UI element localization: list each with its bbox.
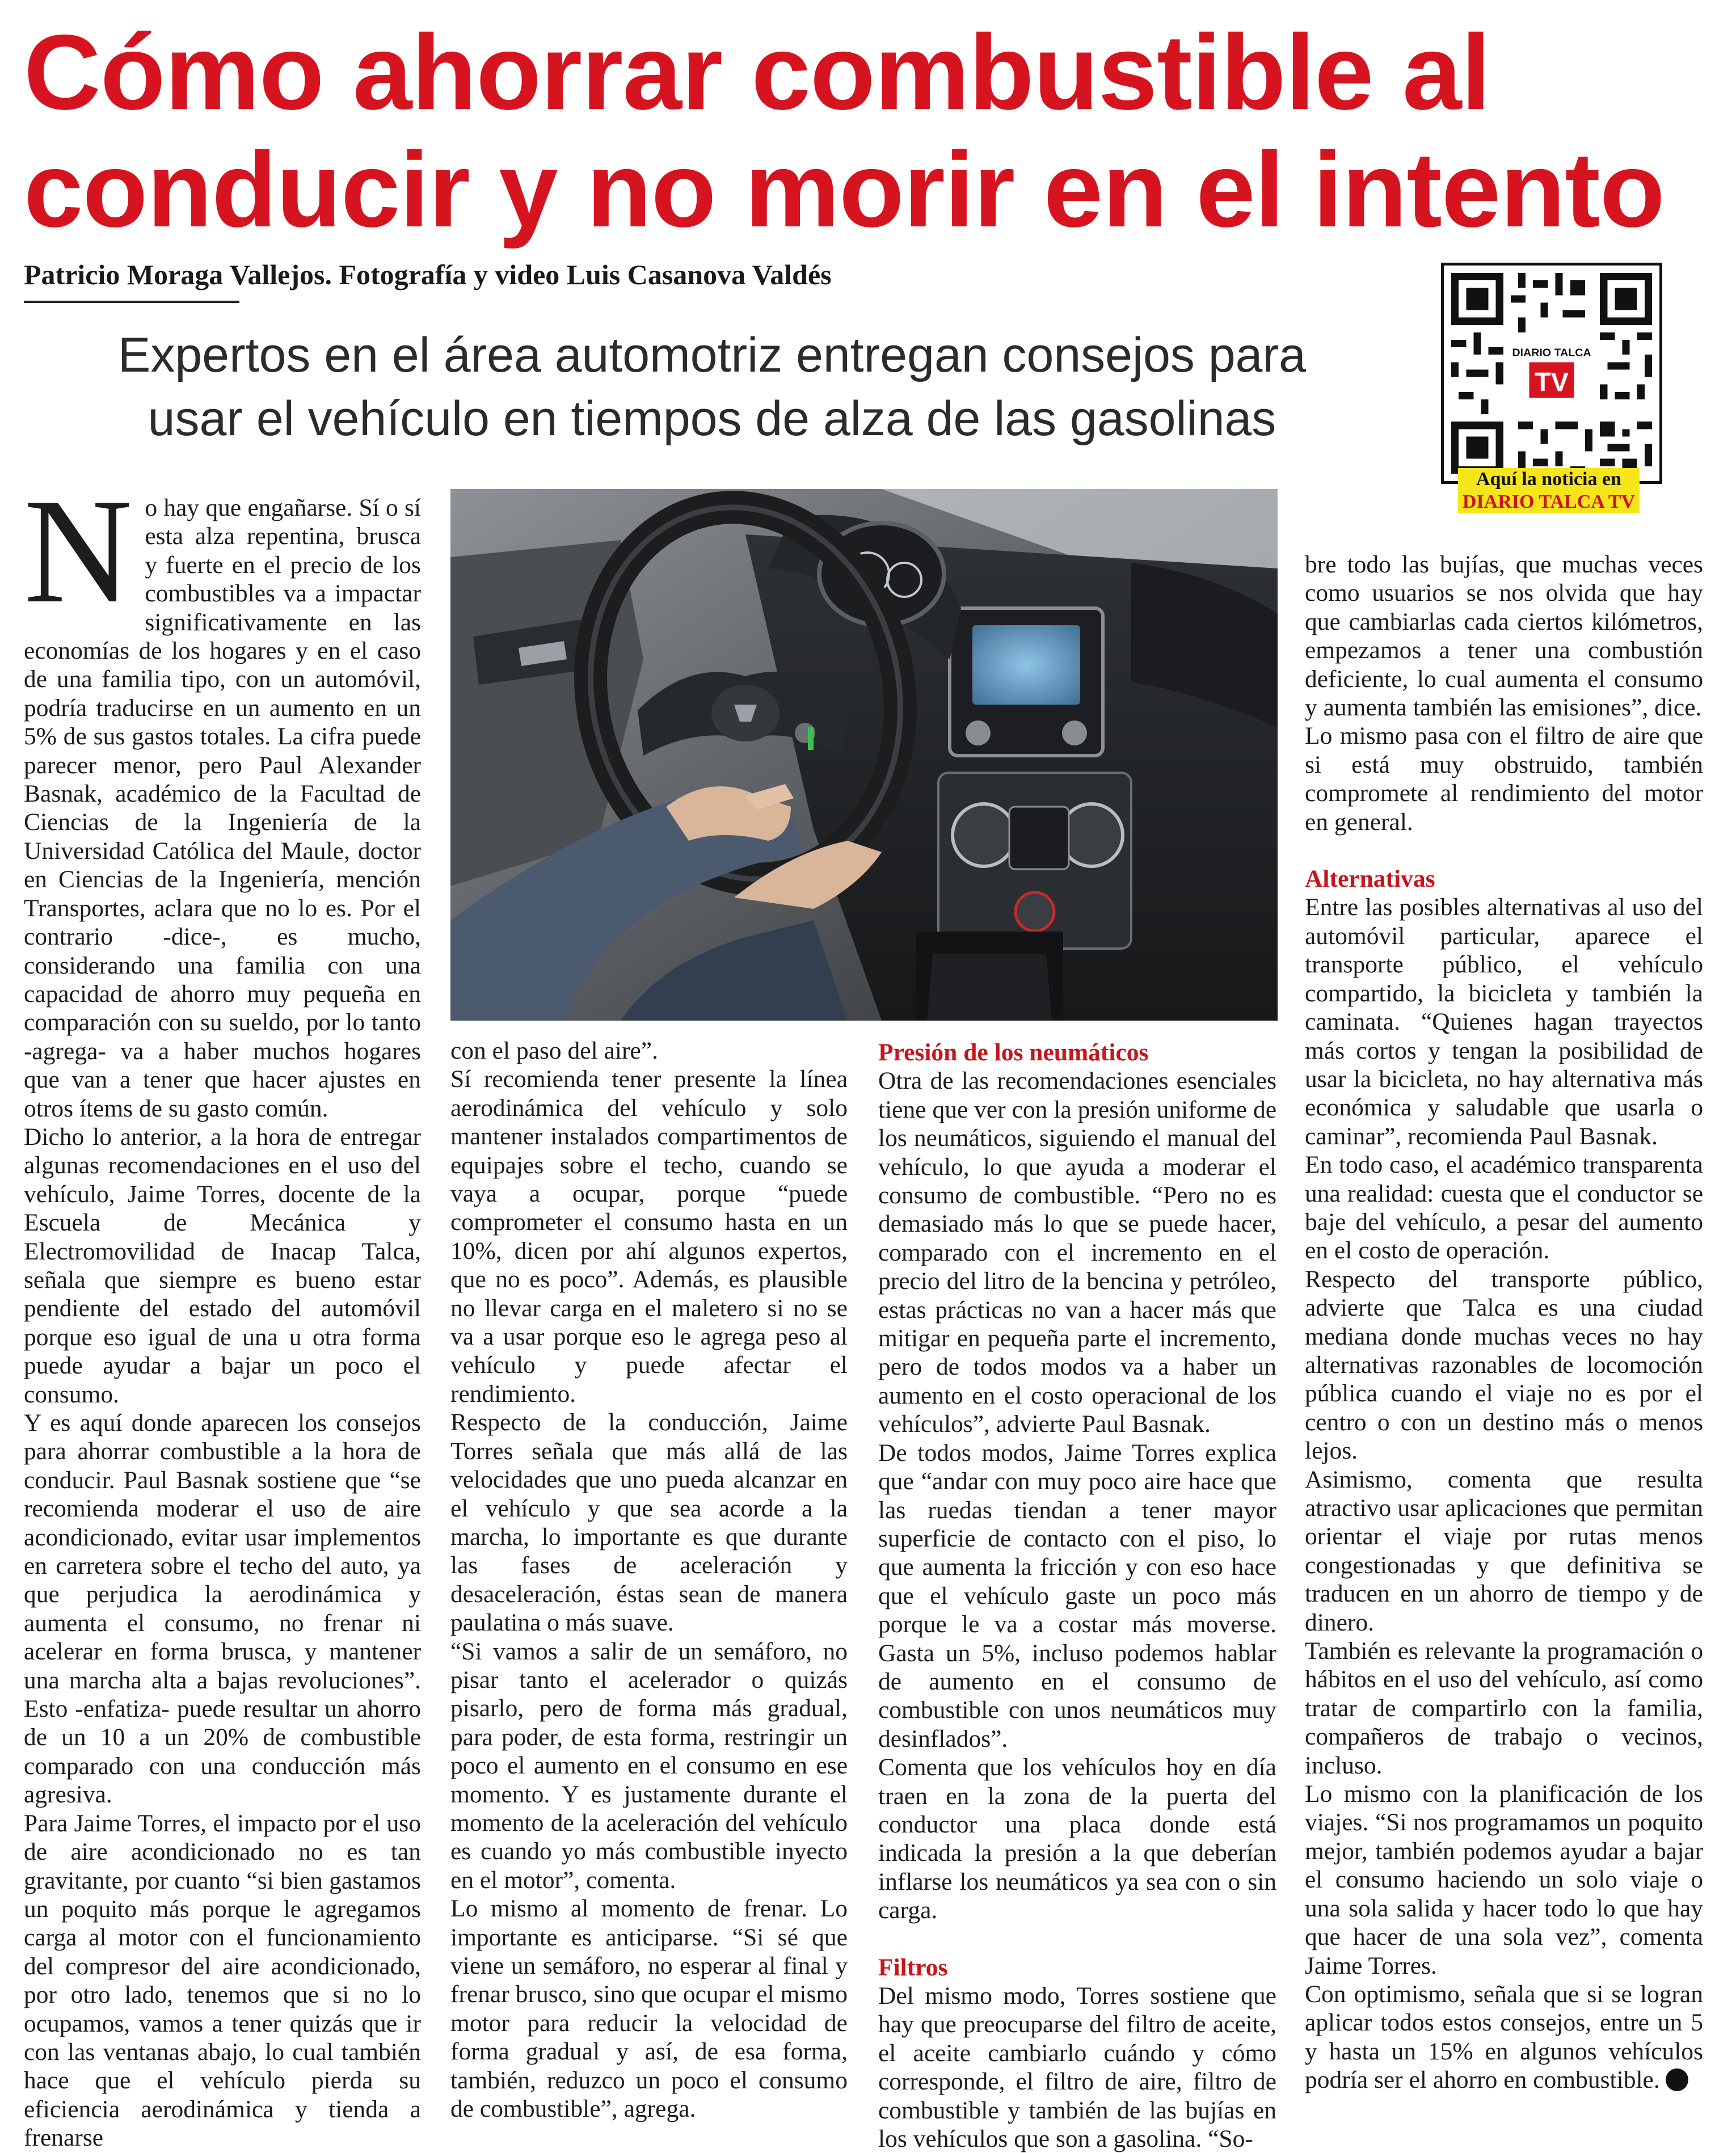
headline	[24, 14, 1714, 248]
article-column-2	[450, 1037, 848, 2123]
article-photo	[450, 489, 1278, 1021]
paragraph: Respecto del transporte público, advierte que Talca es una ciudad mediana donde muchas veces no hay alternativas razonables de locomoción pública cuando el viaje no es por el centro o con un destino más o menos lejos.	[1305, 1265, 1703, 1465]
article-column-4	[1305, 550, 1703, 2095]
lead-text: o hay que engañarse. Sí o sí esta alza repentina, brusca y fuerte en el precio de los combustibles va a impactar significativamente en las economías de los hogares y en el caso de una familia tipo, con un automóvil, podría traducirse en un aumento en un 5% de sus gastos totales. La cifra puede parecer menor, pero Paul Alexander Basnak, académico de la Facultad de Ciencias de la Ingeniería de la Universidad Católica del Maule, doctor en Ciencias de la Ingeniería, mención Transportes, aclara que no lo es. Por el contrario -dice-, es mucho, considerando una familia con una capacidad de ahorro muy pequeña en comparación con su sueldo, por lo tanto -agrega- va a haber muchos hogares que van a tener que hacer ajustes en otros ítems de su gasto común.	[24, 494, 421, 1122]
subtitle-line-2: usar el vehículo en tiempos de alza de las gasolinas	[148, 391, 1276, 446]
article-column-3	[878, 1038, 1276, 2153]
headline-line-2: conducir y no morir en el intento	[24, 130, 1665, 249]
paragraph: De todos modos, Jaime Torres explica que “andar con muy poco aire hace que las ruedas tiendan a tener mayor superficie de contacto con el piso, lo que aumenta la fricción y con eso hace que el vehículo gaste un poco más porque le va a costar más moverse. Gasta un 5%, incluso podemos hablar de aumento en el consumo de combustible con unos neumáticos muy desinflados”.	[878, 1439, 1276, 1752]
paragraph: Sí recomienda tener presente la línea aerodinámica del vehículo y solo mantener instalados compartimentos de equipajes sobre el techo, cuando se vaya a ocupar, porque “puede comprometer el consumo hasta en un 10%, dicen por ahí algunos expertos, que no es poco”. Además, es plausible no llevar carga en el maletero si no se va a usar porque eso le agrega peso al vehículo y puede afectar el rendimiento.	[450, 1065, 848, 1408]
end-of-article-icon	[1666, 2068, 1688, 2091]
paragraph: Otra de las recomendaciones esenciales tiene que ver con la presión uniforme de los neumáticos, siguiendo el manual del vehículo, lo que ayuda a moderar el consumo de combustible. “Pero no es demasiado más lo que se puede hacer, comparado con el incremento en el precio del litro de la bencina y petróleo, estas prácticas no van a hacer más que mitigar en pequeña parte el incremento, pero de todos modos va a haber un aumento en el costo operacional de los vehículos”, advierte Paul Basnak.	[878, 1067, 1276, 1438]
paragraph: Para Jaime Torres, el impacto por el uso de aire acondicionado no es tan gravitante, por cuanto “si bien gastamos un poquito más porque le agregamos carga al motor con el funcionamiento del compresor del aire acondicionado, por otro lado, tenemos que si no lo ocupamos, vamos a tener quizás que ir con las ventanas abajo, lo cual también hace que el vehículo pierda su eficiencia aerodinámica y tienda a frenarse	[24, 1809, 421, 2152]
qr-caption-line-1: Aquí la noticia en	[1476, 469, 1621, 490]
subheading-tire-pressure: Presión de los neumáticos	[878, 1039, 1149, 1066]
paragraph: Respecto de la conducción, Jaime Torres señala que más allá de las velocidades que uno pueda alcanzar en el vehículo y que sea acorde a la marcha, lo importante es que durante las fases de aceleración y desaceleración, éstas sean de manera paulatina o más suave.	[450, 1409, 848, 1637]
paragraph: Del mismo modo, Torres sostiene que hay que preocuparse del filtro de aceite, el aceite cambiarlo cuándo y cómo corresponde, el filtro de aire, filtro de combustible y también de las bujías en los vehículos que son a gasolina. “So-	[878, 1982, 1276, 2153]
paragraph: También es relevante la programación o hábitos en el uso del vehículo, así como tratar de compartirlo con la familia, compañeros de trabajo o vecinos, incluso.	[1305, 1637, 1703, 1779]
byline-rule	[24, 301, 239, 303]
paragraph: Lo mismo al momento de frenar. Lo importante es anticiparse. “Si sé que viene un semáforo, no esperar al final y frenar brusco, sino que ocupar el mismo motor para reducir la velocidad de forma gradual y así, de esa forma, también, reduzco un poco el consumo de combustible”, agrega.	[450, 1895, 848, 2123]
qr-code-graphic	[1444, 266, 1659, 481]
subheading-filters: Filtros	[878, 1953, 948, 1981]
paragraph: En todo caso, el académico transparenta una realidad: cuesta que el conductor se baje del vehículo, a pesar del aumento en el costo de operación.	[1305, 1151, 1703, 1265]
byline: Patricio Moraga Vallejos. Fotografía y video Luis Casanova Valdés	[24, 259, 832, 290]
drop-cap: N	[24, 468, 133, 634]
paragraph: Comenta que los vehículos hoy en día traen en la zona de la puerta del conductor una placa donde está indicada la presión a la que deberían inflarse los neumáticos ya sea con o sin carga.	[878, 1754, 1276, 1924]
paragraph: Y es aquí donde aparecen los consejos para ahorrar combustible a la hora de conducir. Paul Basnak sostiene que “se recomienda moderar el uso de aire acondicionado, evitar usar implementos en carretera sobre el techo del auto, ya que perjudica la aerodinámica y aumenta el consumo, no frenar ni acelerar en forma brusca, y mantener una marcha alta a bajas revoluciones”. Esto -enfatiza- puede resultar un ahorro de un 10 a un 20% de combustible comparado con una conducción más agresiva.	[24, 1409, 421, 1809]
car-interior-illustration	[450, 489, 1278, 1021]
paragraph: con el paso del aire”.	[450, 1037, 658, 1064]
paragraph: Lo mismo con la planificación de los viajes. “Si nos programamos un poquito mejor, también podemos ayudar a bajar el consumo haciendo un solo viaje o una sola salida y hacer todo lo que hay que hacer de una sola vez”, comenta Jaime Torres.	[1305, 1780, 1703, 1979]
closing-text: Con optimismo, señala que si se logran aplicar todos estos consejos, entre un 5 y hasta un 15% en algunos vehículos podría ser el ahorro en combustible.	[1305, 1980, 1703, 2094]
subtitle	[23, 323, 1401, 450]
paragraph: Lo mismo pasa con el filtro de aire que si está muy obstruido, también compromete al rendimiento del motor en general.	[1305, 722, 1703, 836]
headline-line-1: Cómo ahorrar combustible al	[24, 12, 1490, 132]
paragraph: Asimismo, comenta que resulta atractivo usar aplicaciones que permitan orientar el viaje por rutas menos congestionadas y que definitiva se traducen en un ahorro de tiempo y de dinero.	[1305, 1465, 1703, 1636]
qr-code[interactable]	[1441, 263, 1662, 484]
paragraph: “Si vamos a salir de un semáforo, no pisar tanto el acelerador o quizás pisarlo, pero de forma más gradual, para poder, de esta forma, restringir un poco el aumento en el consumo en ese momento. Y es justamente durante el momento de la aceleración del vehículo es cuando yo más combustible inyecto en el motor”, comenta.	[450, 1637, 848, 1894]
qr-caption-line-2: DIARIO TALCA TV	[1462, 491, 1636, 512]
lead-paragraph	[24, 468, 421, 1123]
subtitle-line-1: Expertos en el área automotriz entregan consejos para	[118, 328, 1306, 382]
qr-tv-logo: TV	[1534, 366, 1569, 397]
closing-paragraph	[1305, 1980, 1703, 2095]
paragraph: bre todo las bujías, que muchas veces como usuarios se nos olvida que hay que cambiarlas cada ciertos kilómetros, empezamos a tener una combustión deficiente, lo cual aumenta el consumo y aumenta también las emisiones”, dice.	[1305, 551, 1703, 722]
paragraph: Entre las posibles alternativas al uso del automóvil particular, aparece el transporte público, el vehículo compartido, la bicicleta y también la caminata. “Quienes hagan trayectos más cortos y tengan la posibilidad de usar la bicicleta, no hay alternativa más económica y saludable que usarla o caminar”, recomienda Paul Basnak.	[1305, 894, 1703, 1150]
qr-caption-highlight	[1458, 468, 1640, 513]
subheading-alternatives: Alternativas	[1305, 865, 1435, 893]
qr-caption	[1444, 468, 1654, 513]
article-column-1	[24, 468, 421, 2152]
paragraph: Dicho lo anterior, a la hora de entregar algunas recomendaciones en el uso del vehículo, Jaime Torres, docente de la Escuela de Mecánica y Electromovilidad de Inacap Talca, señala que siempre es bueno estar pendiente del estado del automóvil porque eso igual de una u otra forma puede ayudar a bajar un poco el consumo.	[24, 1123, 421, 1408]
qr-badge-text: DIARIO TALCA	[1512, 346, 1591, 359]
